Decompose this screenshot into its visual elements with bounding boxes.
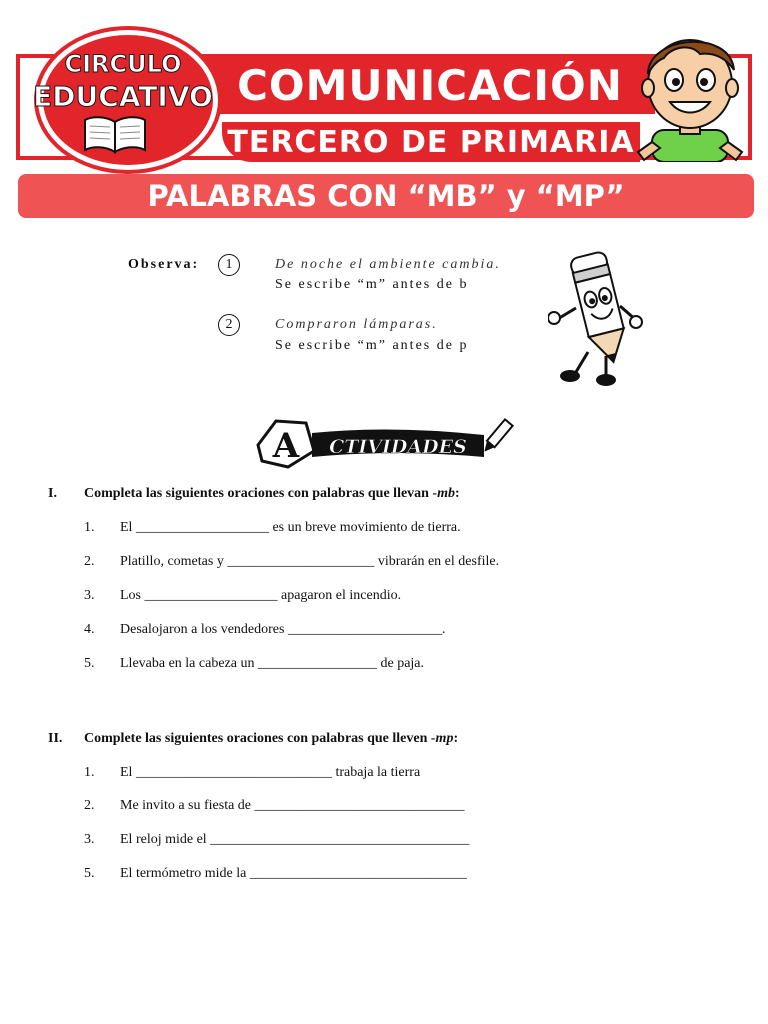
example-number-1: 1 (218, 254, 240, 276)
example-2-rule: Se escribe “m” antes de p (275, 338, 469, 353)
answer-blank[interactable]: ______________________ (287, 622, 442, 637)
section-1-title: Completa las siguientes oraciones con palabras que llevan (84, 486, 429, 501)
actividades-initial: A (272, 426, 300, 466)
list-item (120, 765, 420, 781)
list-item (120, 866, 467, 882)
example-1-sentence: De noche el ambiente cambia. (275, 257, 501, 272)
observa-label: Observa: (128, 257, 200, 272)
page-subtitle: TERCERO DE PRIMARIA (227, 125, 635, 160)
answer-blank[interactable]: ___________________ (144, 588, 278, 603)
list-item (120, 588, 401, 604)
section-1-item-number: 2. (84, 554, 95, 569)
section-2-numeral: II. (48, 731, 63, 746)
section-2-item-number: 3. (84, 832, 95, 847)
section-2-instruction: Complete las siguientes oraciones con palabras que lleven -mp: (84, 731, 459, 746)
item-text-after: vibrarán en el desfile. (377, 554, 500, 569)
item-text-after: trabaja la tierra (335, 765, 421, 780)
actividades-word: CTIVIDADES (329, 436, 467, 458)
item-text-before: El termómetro mide la (120, 866, 247, 881)
section-1-numeral: I. (48, 486, 57, 501)
section-1-item-number: 1. (84, 520, 95, 535)
item-text-after: es un breve movimiento de tierra. (272, 520, 461, 535)
section-2-item-number: 5. (84, 866, 95, 881)
item-text-after: de paja. (380, 656, 425, 671)
item-text-before: Desalojaron a los vendedores (120, 622, 285, 637)
actividades-logo (252, 413, 516, 474)
item-text-after: . (441, 622, 446, 637)
item-text-before: El reloj mide el (120, 832, 207, 847)
example-number-2: 2 (218, 314, 240, 336)
logo-text-line2: EDUCATIVO (33, 80, 213, 113)
answer-blank[interactable]: _________________ (257, 656, 377, 671)
item-text-before: Los (120, 588, 141, 603)
answer-blank[interactable]: _______________________________ (249, 866, 467, 881)
page-title: COMUNICACIÓN (237, 61, 623, 110)
item-text-before: Llevaba en la cabeza un (120, 656, 255, 671)
list-item (120, 832, 469, 848)
list-item (120, 798, 465, 814)
section-1-instruction: Completa las siguientes oraciones con palabras que llevan -mb: (84, 486, 460, 501)
answer-blank[interactable]: ______________________________ (254, 798, 465, 813)
list-item (120, 520, 461, 536)
answer-blank[interactable]: ___________________ (135, 520, 269, 535)
example-1-rule: Se escribe “m” antes de b (275, 277, 469, 292)
item-text-before: Me invito a su fiesta de (120, 798, 252, 813)
item-text-before: Platillo, cometas y (120, 554, 224, 569)
answer-blank[interactable]: _____________________ (227, 554, 375, 569)
list-item (120, 656, 424, 672)
list-item (120, 622, 445, 638)
section-2-item-number: 2. (84, 798, 95, 813)
section-1-item-number: 3. (84, 588, 95, 603)
section-1-suffix: -mb (432, 486, 456, 501)
item-text-before: El (120, 520, 133, 535)
logo-text-line1: CIRCULO (64, 50, 182, 78)
answer-blank[interactable]: _____________________________________ (210, 832, 470, 847)
example-2-sentence: Compraron lámparas. (275, 317, 438, 332)
section-1-item-number: 4. (84, 622, 95, 637)
section-2-title: Complete las siguientes oraciones con palabras que lleven (84, 731, 428, 746)
list-item (120, 554, 499, 570)
item-text-after: apagaron el incendio. (281, 588, 402, 603)
answer-blank[interactable]: ____________________________ (135, 765, 332, 780)
open-book-icon (82, 114, 148, 159)
boy-character-icon (630, 22, 750, 167)
pencil-character-icon (548, 248, 648, 395)
section-2-item-number: 1. (84, 765, 95, 780)
section-2-suffix: -mp (430, 731, 454, 746)
topic-banner-title: PALABRAS CON “MB” y “MP” (147, 179, 625, 213)
item-text-before: El (120, 765, 133, 780)
section-1-item-number: 5. (84, 656, 95, 671)
